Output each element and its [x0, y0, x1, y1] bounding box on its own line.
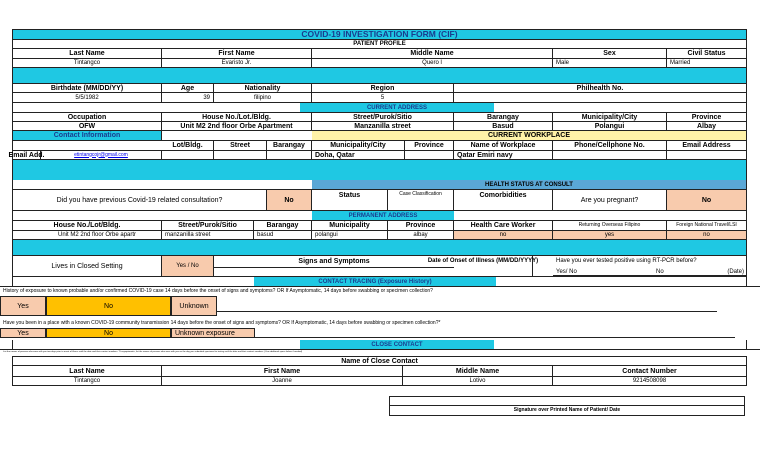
q1-yes-option[interactable]: Yes	[0, 296, 46, 316]
closed-setting-yes-no[interactable]: Yes / No	[162, 256, 214, 276]
permanent-address-values-row	[12, 230, 747, 240]
workplace-values-row	[8, 150, 747, 160]
workplace-street-value[interactable]	[214, 151, 267, 159]
exposure-q1-row	[0, 286, 760, 296]
sex-value[interactable]: Male	[553, 59, 667, 67]
municipality-value[interactable]: Polangui	[553, 122, 667, 130]
health-care-worker-label: Health Care Worker	[454, 221, 553, 230]
contact-middle-name-value[interactable]: Lotivo	[403, 377, 553, 385]
permanent-address-heading: PERMANENT ADDRESS	[312, 211, 454, 220]
middle-name-label: Middle Name	[312, 49, 553, 58]
signs-symptoms-field[interactable]	[214, 267, 454, 276]
region-value[interactable]: 5	[312, 93, 454, 102]
close-contact-name-heading-row	[12, 356, 747, 366]
perm-street-value[interactable]: manzanilla street	[162, 231, 254, 239]
pregnant-answer[interactable]: No	[667, 190, 746, 210]
workplace-lot-label: Lot/Bldg.	[162, 141, 214, 150]
q2-yes-option[interactable]: Yes	[0, 328, 46, 338]
birth-labels-row	[12, 83, 747, 93]
perm-province-value[interactable]: albay	[388, 231, 454, 239]
workplace-barangay-value[interactable]	[267, 151, 312, 159]
closed-setting-label: Lives in Closed Setting	[13, 256, 162, 276]
perm-barangay-label: Barangay	[254, 221, 312, 230]
street-value[interactable]: Manzanilla street	[312, 122, 454, 130]
health-status-header-row	[12, 180, 747, 189]
nationality-label: Nationality	[214, 84, 312, 92]
rtpcr-date[interactable]: (Date)	[727, 268, 744, 275]
contact-first-name-label: First Name	[162, 366, 403, 376]
pregnant-question: Are you pregnant?	[553, 190, 667, 210]
signature-label: Signature over Printed Name of Patient/ Date	[513, 407, 621, 413]
workplace-header-row	[12, 131, 747, 140]
perm-street-label: Street/Purok/Sitio	[162, 221, 254, 230]
name-values-row	[12, 58, 747, 68]
contact-last-name-label: Last Name	[13, 366, 162, 376]
email-address-label: Email Address	[682, 142, 731, 149]
returning-overseas-filipino-value[interactable]: yes	[553, 231, 667, 239]
phone-value[interactable]	[553, 151, 667, 159]
occupation-value[interactable]: OFW	[13, 122, 162, 130]
workplace-province-value[interactable]	[405, 151, 454, 159]
q2-no-option[interactable]: No	[46, 328, 171, 338]
q2-answer-line	[255, 337, 735, 338]
patient-profile-header	[12, 40, 747, 49]
workplace-street-label: Street	[214, 141, 267, 150]
exposure-q2-text: Have you been in a place with a known COVID-19 community transmission 14 days before the onset of signs and symptoms? OR If Asymptomatic, 14 days before swabbing or specimen collection?*	[3, 319, 441, 326]
contact-number-value[interactable]: 9214508098	[632, 378, 667, 384]
separator-3	[12, 240, 747, 255]
exposure-q2-row	[0, 318, 760, 328]
close-contact-values-row	[12, 376, 747, 386]
rtpcr-question: Have you ever tested positive using RT-PCR before?	[556, 258, 697, 264]
contact-tracing-header-row	[12, 277, 747, 286]
last-name-label: Last Name	[13, 49, 162, 58]
perm-house-label: House No./Lot/Bldg.	[13, 221, 162, 230]
sex-label: Sex	[553, 49, 667, 58]
middle-name-value[interactable]: Quero l	[312, 59, 553, 67]
birth-values-row	[12, 93, 747, 103]
q1-unknown-option[interactable]: Unknown	[171, 296, 217, 316]
foreign-national-travel-label: Foreign National Travel/LSI	[676, 222, 737, 228]
workplace-municipality-label: Municipality/City	[312, 141, 405, 150]
contact-tracing-heading: CONTACT TRACING (Exposure History)	[254, 277, 496, 286]
phone-label: Phone/Cellphone No.	[553, 141, 667, 150]
health-status-row	[12, 189, 747, 211]
house-label: House No./Lot./Bldg.	[162, 113, 312, 121]
rtpcr-no[interactable]: No	[656, 268, 664, 275]
contact-first-name-value[interactable]: Joanne	[162, 377, 403, 385]
perm-barangay-value[interactable]: basud	[254, 231, 312, 239]
nationality-value[interactable]: filipino	[214, 93, 312, 102]
name-labels-row	[12, 49, 747, 58]
workplace-labels-row	[12, 140, 747, 150]
civil-status-label: Civil Status	[687, 50, 726, 57]
philhealth-value[interactable]	[454, 93, 746, 102]
province-label: Province	[691, 113, 722, 121]
name-of-close-contact-heading: Name of Close Contact	[341, 357, 418, 365]
permanent-address-header-row	[12, 211, 747, 220]
contact-last-name-value[interactable]: Tintangco	[13, 377, 162, 385]
occupation-label: Occupation	[13, 113, 162, 121]
municipality-label: Municipality/City	[553, 113, 667, 121]
form-title: COVID-19 INVESTIGATION FORM (CIF)	[301, 29, 458, 40]
current-address-heading: CURRENT ADDRESS	[300, 103, 494, 112]
close-contact-note: List the names of persons who were with you two days prior to onset of illness until the date and their contact numbers. *If asymptomatic, list the names of persons who were with you on the day you submitted specimen for testing until the date and their contact numbers. (Use additional space below if needed)	[3, 351, 303, 354]
separator-2	[12, 160, 747, 180]
barangay-label: Barangay	[454, 113, 553, 121]
form-title-bar	[12, 29, 747, 40]
age-value[interactable]: 39	[162, 93, 214, 102]
q1-no-option[interactable]: No	[46, 296, 171, 316]
first-name-label: First Name	[162, 49, 312, 58]
workplace-name-value[interactable]: Qatar Emiri navy	[454, 151, 553, 159]
workplace-province-label: Province	[405, 141, 454, 150]
street-label: Street/Purok/Sitio	[312, 113, 454, 121]
current-workplace-heading: CURRENT WORKPLACE	[312, 131, 746, 140]
exposure-q1-text: History of exposure to known probable and/or confirmed COVID-19 case 14 days before the onset of signs and symptoms? OR If Asymptomatic, 14 days before swabbing or specimen collection?	[3, 288, 433, 294]
onset-date-label: Date of Onset of Illness (MM/DD/YYYY)	[434, 256, 533, 276]
email-address-value[interactable]	[667, 151, 746, 159]
barangay-value[interactable]: Basud	[454, 122, 553, 130]
workplace-lot-value[interactable]	[162, 151, 214, 159]
birthdate-value[interactable]: 5/5/1982	[13, 93, 162, 102]
close-contact-heading: CLOSE CONTACT	[300, 340, 494, 349]
previous-consultation-question: Did you have previous Covid-19 related consultation?	[13, 190, 267, 210]
separator-1	[12, 68, 747, 83]
comorbidities-label: Comorbidities	[454, 190, 553, 210]
permanent-address-labels-row	[12, 220, 747, 230]
civil-status-value[interactable]: Married	[670, 60, 691, 66]
close-contact-labels-row	[12, 366, 747, 376]
contact-number-label: Contact Number	[622, 367, 677, 375]
workplace-municipality-value[interactable]: Doha, Qatar	[312, 151, 405, 159]
signs-symptoms-label: Signs and Symptoms	[298, 258, 370, 265]
email-add-label: Email Add.	[8, 151, 45, 159]
birthdate-label: Birthdate (MM/DD/YY)	[13, 84, 162, 92]
workplace-barangay-label: Barangay	[267, 141, 312, 150]
closed-setting-row	[12, 255, 747, 277]
q1-answer-line	[217, 311, 717, 312]
contact-middle-name-label: Middle Name	[403, 366, 553, 376]
q2-unknown-option[interactable]: Unknown exposure	[171, 328, 255, 338]
current-address-values-row	[12, 121, 747, 131]
status-label: Status	[312, 190, 388, 210]
health-status-heading: HEALTH STATUS AT CONSULT	[312, 180, 746, 189]
close-contact-header-row	[12, 340, 747, 349]
rtpcr-yes-no[interactable]: Yes/ No	[556, 268, 577, 275]
current-address-header-row	[12, 103, 747, 112]
exposure-q2-options-row	[12, 328, 747, 338]
last-name-value[interactable]: Tintangco	[13, 59, 162, 67]
close-contact-note-row	[0, 349, 760, 355]
first-name-value[interactable]: Evaristo Jr.	[162, 59, 312, 67]
returning-overseas-filipino-label: Returning Overseas Filipino	[553, 221, 667, 230]
perm-province-label: Province	[388, 221, 454, 230]
current-address-labels-row	[12, 112, 747, 121]
province-value[interactable]: Albay	[696, 122, 717, 130]
email-link[interactable]: etintangcojr@gmail.com	[74, 151, 128, 158]
perm-house-value[interactable]: Unit M2 2nd floor Orbe apartr	[13, 231, 162, 239]
email-value-cell	[41, 151, 162, 159]
perm-municipality-value[interactable]: polangui	[312, 231, 388, 239]
signature-box[interactable]	[389, 396, 745, 416]
rtpcr-underline	[553, 275, 746, 276]
contact-information-heading: Contact Information	[13, 131, 162, 140]
region-label: Region	[312, 84, 454, 92]
previous-consultation-answer[interactable]: No	[267, 190, 312, 210]
health-care-worker-value[interactable]: no	[454, 231, 553, 239]
exposure-q1-options-row	[12, 296, 747, 316]
age-label: Age	[162, 84, 214, 92]
house-value[interactable]: Unit M2 2nd floor Orbe Apartment	[162, 122, 312, 130]
case-classification-label: Case Classification	[388, 190, 454, 210]
workplace-name-label: Name of Workplace	[454, 141, 553, 150]
perm-municipality-label: Municipality	[312, 221, 388, 230]
philhealth-label: Philhealth No.	[576, 84, 624, 92]
patient-profile-heading: PATIENT PROFILE	[353, 41, 406, 47]
foreign-national-travel-value[interactable]: no	[667, 231, 746, 239]
